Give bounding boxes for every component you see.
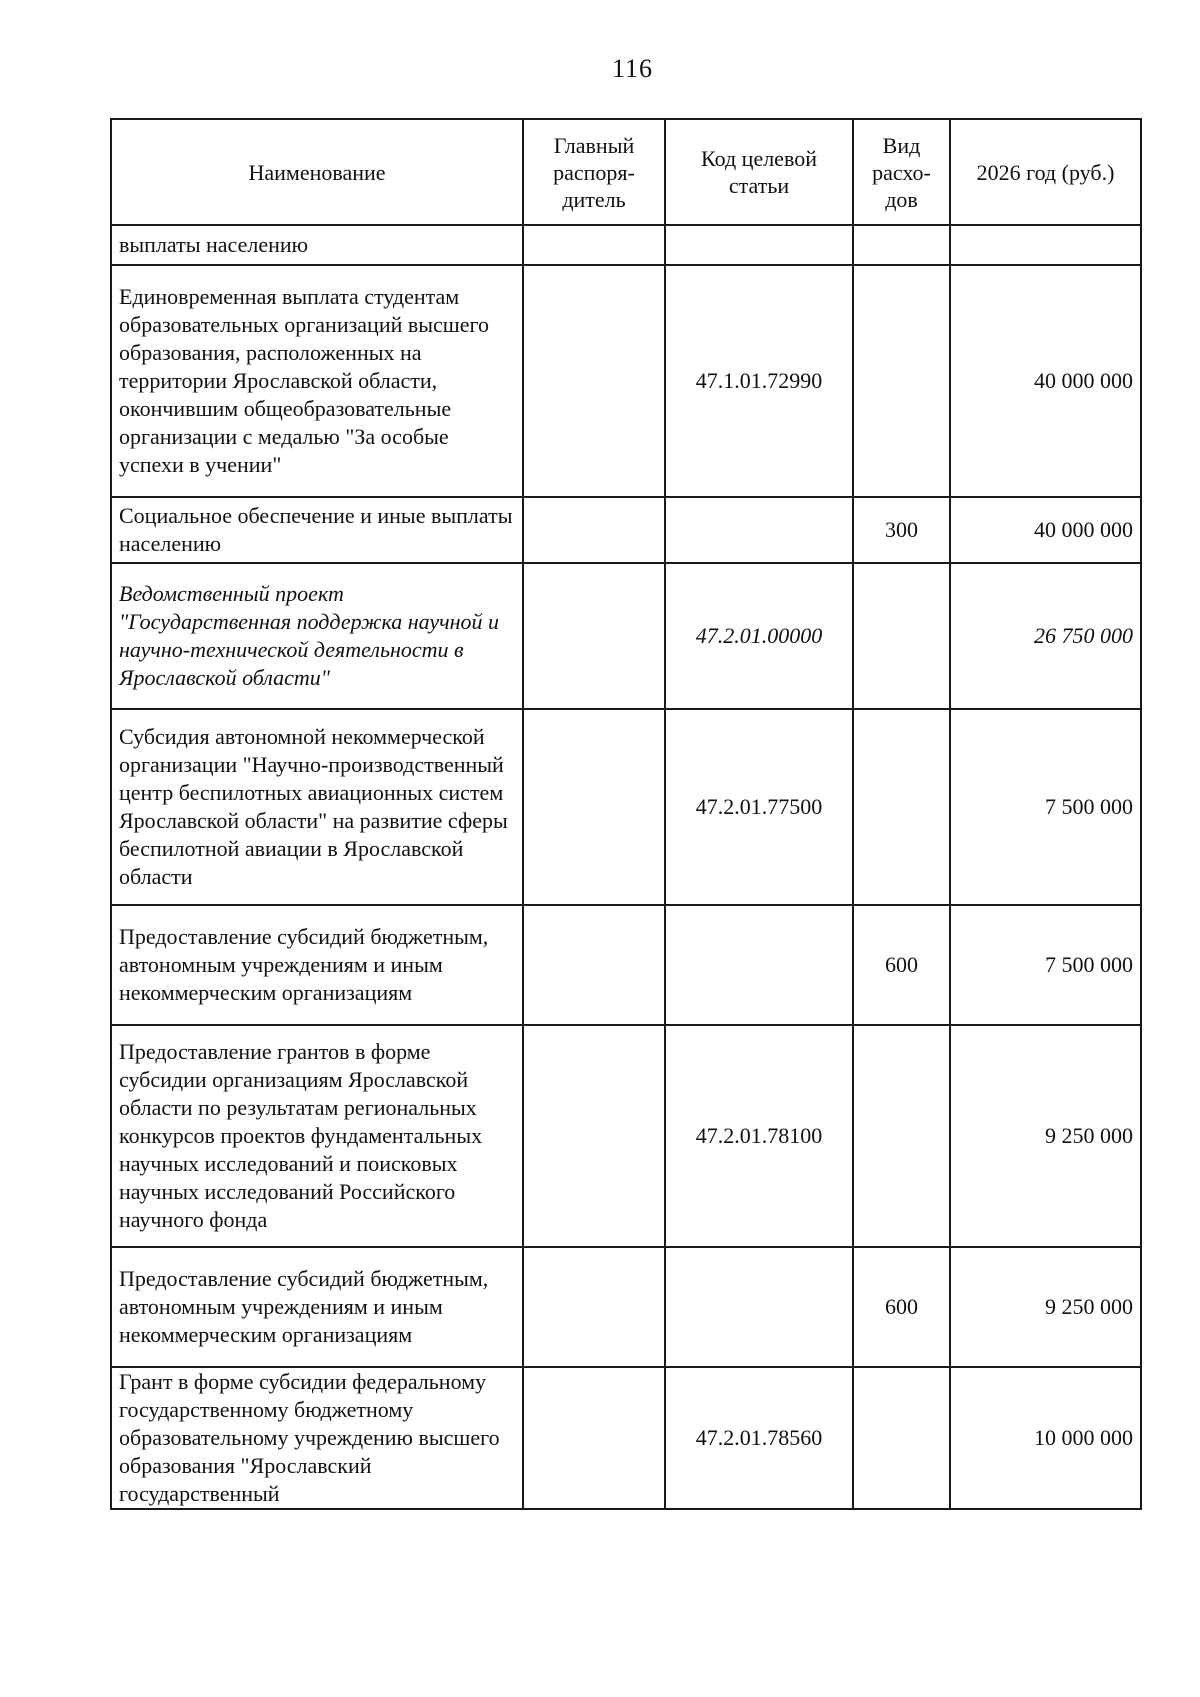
cell-manager — [523, 563, 665, 709]
table-body — [111, 225, 1141, 1509]
cell-manager — [523, 1247, 665, 1367]
cell-name: Субсидия автономной некоммерческой организации "Научно-производственный центр беспилотных авиационных систем Ярославской области" на развитие сферы беспилотной авиации в Ярославской области — [111, 709, 523, 905]
cell-expense-type — [853, 709, 950, 905]
table-row — [111, 265, 1141, 497]
cell-code: 47.2.01.78560 — [665, 1367, 853, 1509]
cell-expense-type: 600 — [853, 1247, 950, 1367]
cell-manager — [523, 905, 665, 1025]
cell-manager — [523, 709, 665, 905]
cell-amount: 26 750 000 — [950, 563, 1141, 709]
cell-code: 47.2.01.77500 — [665, 709, 853, 905]
cell-manager — [523, 1367, 665, 1509]
cell-code: 47.2.01.00000 — [665, 563, 853, 709]
cell-amount: 7 500 000 — [950, 709, 1141, 905]
cell-code — [665, 905, 853, 1025]
cell-manager — [523, 265, 665, 497]
cell-amount: 9 250 000 — [950, 1025, 1141, 1247]
cell-code: 47.1.01.72990 — [665, 265, 853, 497]
cell-amount: 40 000 000 — [950, 497, 1141, 563]
cell-amount — [950, 225, 1141, 265]
cell-amount: 40 000 000 — [950, 265, 1141, 497]
cell-expense-type: 600 — [853, 905, 950, 1025]
cell-code — [665, 225, 853, 265]
table-row — [111, 905, 1141, 1025]
cell-expense-type — [853, 563, 950, 709]
cell-code: 47.2.01.78100 — [665, 1025, 853, 1247]
cell-name: Предоставление субсидий бюджетным, автономным учреждениям и иным некоммерческим организациям — [111, 1247, 523, 1367]
table-row — [111, 497, 1141, 563]
cell-expense-type — [853, 1025, 950, 1247]
header-name: Наименование — [111, 119, 523, 225]
cell-amount: 10 000 000 — [950, 1367, 1141, 1509]
header-expense-type: Вид расхо-дов — [853, 119, 950, 225]
cell-name: выплаты населению — [111, 225, 523, 265]
table-row — [111, 563, 1141, 709]
cell-name: Ведомственный проект "Государственная поддержка научной и научно-технической деятельности в Ярославской области" — [111, 563, 523, 709]
cell-manager — [523, 225, 665, 265]
header-code: Код целевой статьи — [665, 119, 853, 225]
table-row — [111, 1367, 1141, 1509]
cell-name: Грант в форме субсидии федеральному государственному бюджетному образовательному учреждению высшего образования "Ярославский государственный — [111, 1367, 523, 1509]
cell-amount: 9 250 000 — [950, 1247, 1141, 1367]
header-amount: 2026 год (руб.) — [950, 119, 1141, 225]
cell-manager — [523, 497, 665, 563]
table-row — [111, 1247, 1141, 1367]
cell-name: Социальное обеспечение и иные выплаты населению — [111, 497, 523, 563]
table-row — [111, 709, 1141, 905]
cell-amount: 7 500 000 — [950, 905, 1141, 1025]
cell-code — [665, 1247, 853, 1367]
table-row — [111, 1025, 1141, 1247]
budget-table — [110, 118, 1142, 1510]
page-number: 116 — [611, 54, 654, 83]
cell-expense-type — [853, 1367, 950, 1509]
cell-name: Предоставление грантов в форме субсидии организациям Ярославской области по результатам региональных конкурсов проектов фундаментальных научных исследований и поисковых научных исследований Российского научного фонда — [111, 1025, 523, 1247]
cell-name: Предоставление субсидий бюджетным, автономным учреждениям и иным некоммерческим организациям — [111, 905, 523, 1025]
cell-expense-type — [853, 225, 950, 265]
table-header-row — [111, 119, 1141, 225]
table-row — [111, 225, 1141, 265]
cell-name: Единовременная выплата студентам образовательных организаций высшего образования, расположенных на территории Ярославской области, окончившим общеобразовательные организации с медалью "За особые успехи в учении" — [111, 265, 523, 497]
cell-manager — [523, 1025, 665, 1247]
cell-code — [665, 497, 853, 563]
header-manager: Главный распоря-дитель — [523, 119, 665, 225]
cell-expense-type — [853, 265, 950, 497]
cell-expense-type: 300 — [853, 497, 950, 563]
